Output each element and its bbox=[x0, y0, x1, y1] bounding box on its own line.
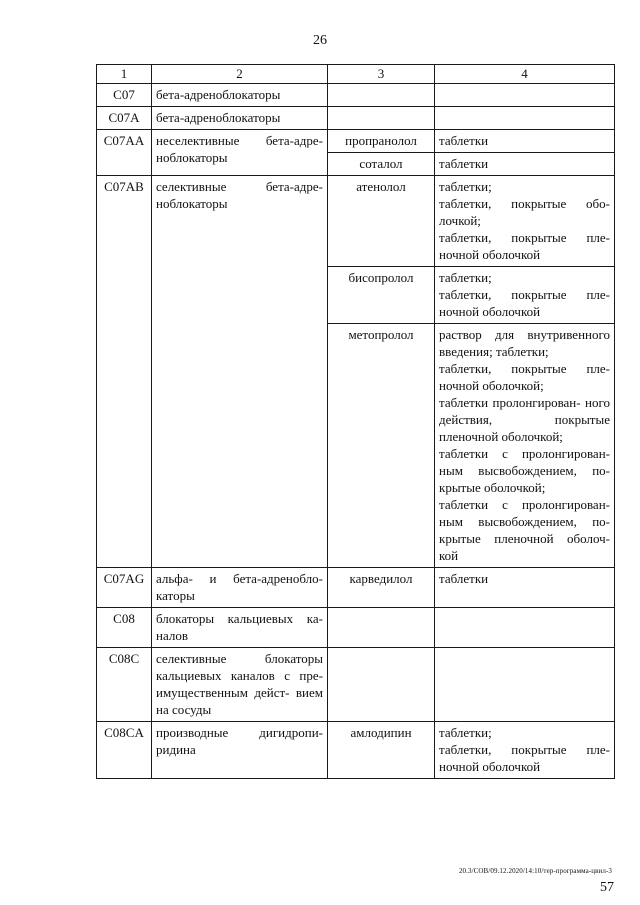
table-row bbox=[97, 176, 615, 267]
drug-name-cell bbox=[328, 107, 435, 130]
table-row bbox=[97, 608, 615, 648]
group-name-cell: блокаторы кальциевых ка- налов bbox=[152, 608, 328, 648]
dosage-form-entry: таблетки; bbox=[439, 270, 492, 285]
drug-name-cell: пропранолол bbox=[328, 130, 435, 153]
dosage-form-entry: таблетки bbox=[439, 571, 489, 586]
atc-code-cell: C07AG bbox=[97, 568, 152, 608]
dosage-form-entry: таблетки; bbox=[439, 725, 492, 740]
dosage-form-cell bbox=[435, 568, 615, 608]
drug-name-cell bbox=[328, 608, 435, 648]
atc-code-cell: C08C bbox=[97, 648, 152, 722]
dosage-form-entry: таблетки с пролонгирован- ным высвобождением, по- крытые оболочкой; bbox=[439, 446, 610, 495]
atc-code-cell: C07 bbox=[97, 84, 152, 107]
atc-code-cell: C08CA bbox=[97, 722, 152, 779]
dosage-form-cell bbox=[435, 267, 615, 324]
dosage-form-entry: таблетки; bbox=[439, 179, 492, 194]
table-row bbox=[97, 722, 615, 779]
table-body bbox=[97, 84, 615, 779]
dosage-form-entry: таблетки пролонгирован- ного действия, покрытые пленочной оболочкой; bbox=[439, 395, 610, 444]
atc-code-cell: C07A bbox=[97, 107, 152, 130]
dosage-form-cell bbox=[435, 153, 615, 176]
dosage-form-entry: таблетки с пролонгирован- ным высвобождением, по- крытые пленочной оболоч- кой bbox=[439, 497, 610, 563]
drug-name-cell: амлодипин bbox=[328, 722, 435, 779]
table-row bbox=[97, 107, 615, 130]
document-stamp: 20.3/СОВ/09.12.2020/14:10/тер-программа-цвил-3 bbox=[458, 867, 612, 875]
atc-code-cell: C07AA bbox=[97, 130, 152, 176]
drug-classification-table bbox=[96, 64, 615, 779]
drug-name-cell: атенолол bbox=[328, 176, 435, 267]
dosage-form-entry: раствор для внутривенного введения; таблетки; bbox=[439, 327, 610, 359]
column-header: 2 bbox=[152, 65, 328, 84]
group-name-cell: производные дигидропи- ридина bbox=[152, 722, 328, 779]
group-name-cell: селективные бета-адре- ноблокаторы bbox=[152, 176, 328, 568]
dosage-form-cell bbox=[435, 324, 615, 568]
dosage-form-entry: таблетки, покрытые пле- ночной оболочкой bbox=[439, 230, 610, 262]
group-name-cell: неселективные бета-адре- ноблокаторы bbox=[152, 130, 328, 176]
atc-code-cell: C08 bbox=[97, 608, 152, 648]
dosage-form-entry: таблетки, покрытые пле- ночной оболочкой bbox=[439, 742, 610, 774]
dosage-form-entry: таблетки, покрытые пле- ночной оболочкой bbox=[439, 287, 610, 319]
page-number: 26 bbox=[313, 33, 327, 48]
table-header-row bbox=[97, 65, 615, 84]
table-row bbox=[97, 648, 615, 722]
drug-name-cell bbox=[328, 648, 435, 722]
dosage-form-cell bbox=[435, 176, 615, 267]
group-name-cell: альфа- и бета-адренобло- каторы bbox=[152, 568, 328, 608]
dosage-form-entry: таблетки, покрытые обо- лочкой; bbox=[439, 196, 610, 228]
sheet-number: 57 bbox=[600, 880, 614, 895]
dosage-form-cell bbox=[435, 107, 615, 130]
drug-name-cell bbox=[328, 84, 435, 107]
table-row bbox=[97, 84, 615, 107]
drug-name-cell: бисопролол bbox=[328, 267, 435, 324]
drug-name-cell: карведилол bbox=[328, 568, 435, 608]
group-name-cell: селективные блокаторы кальциевых каналов с пре- имущественным дейст- вием на сосуды bbox=[152, 648, 328, 722]
dosage-form-entry: таблетки bbox=[439, 133, 489, 148]
dosage-form-entry: таблетки, покрытые пле- ночной оболочкой; bbox=[439, 361, 610, 393]
drug-name-cell: соталол bbox=[328, 153, 435, 176]
group-name-cell: бета-адреноблокаторы bbox=[152, 84, 328, 107]
group-name-cell: бета-адреноблокаторы bbox=[152, 107, 328, 130]
dosage-form-entry: таблетки bbox=[439, 156, 489, 171]
table-row bbox=[97, 130, 615, 153]
dosage-form-cell bbox=[435, 84, 615, 107]
table-row bbox=[97, 568, 615, 608]
dosage-form-cell bbox=[435, 608, 615, 648]
column-header: 4 bbox=[435, 65, 615, 84]
column-header: 1 bbox=[97, 65, 152, 84]
dosage-form-cell bbox=[435, 130, 615, 153]
drug-name-cell: метопролол bbox=[328, 324, 435, 568]
dosage-form-cell bbox=[435, 722, 615, 779]
atc-code-cell: C07AB bbox=[97, 176, 152, 568]
column-header: 3 bbox=[328, 65, 435, 84]
dosage-form-cell bbox=[435, 648, 615, 722]
